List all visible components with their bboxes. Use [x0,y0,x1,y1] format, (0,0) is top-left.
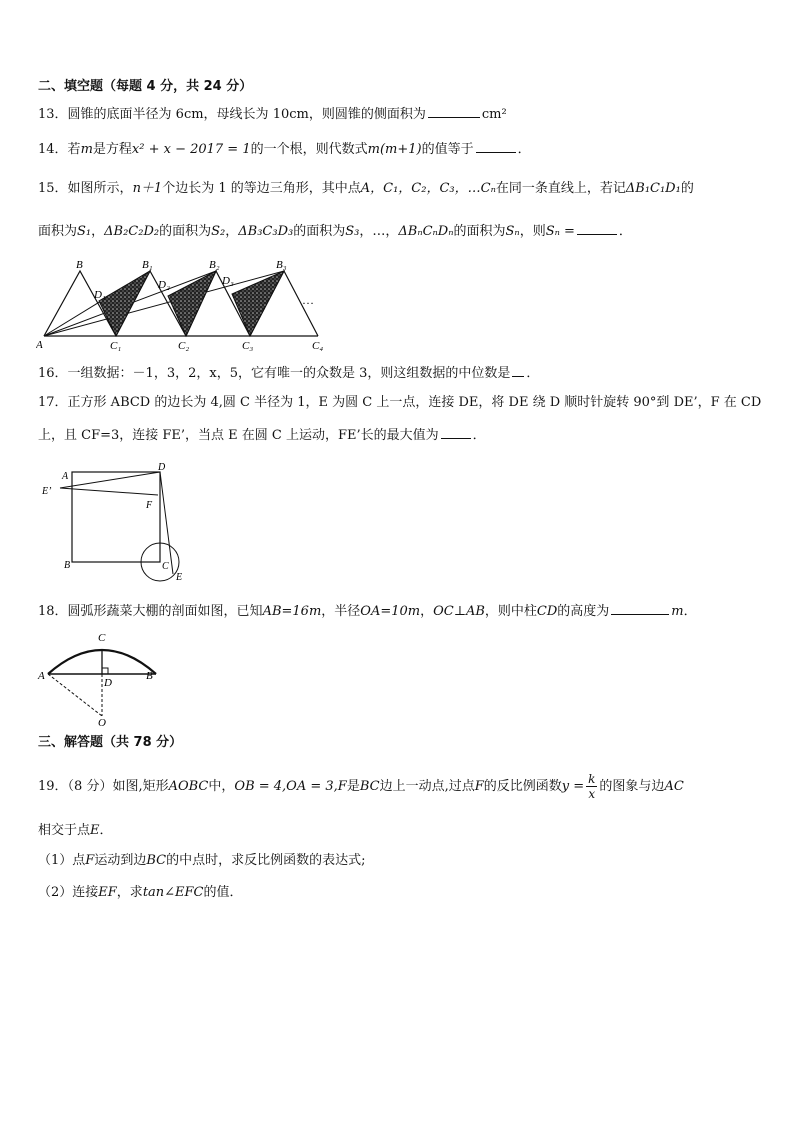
question-15-line-1 [38,180,694,198]
text: 在同一条直线上，若记 [495,181,626,196]
question-text: 上，且 CF=3，连接 FE’，当点 E 在圆 C 上运动，FE’长的最大值为 [38,428,439,443]
text: 相交于点 [38,823,91,838]
text: ． [472,428,486,443]
right-angle-mark [102,668,108,674]
label-c: C [162,561,169,572]
label-b2: B₂ [209,259,220,271]
denominator: x [588,787,596,801]
question-number: 14． [38,142,68,157]
text: ， [91,224,105,239]
question-text: 正方形 ABCD 的边长为 4,圆 C 半径为 1，E 为圆 C 上一点，连接 DE，将 DE 绕 D 顺时针旋转 90°到 DE’，F 在 CD [67,395,762,410]
text: ． [683,604,697,619]
math: ΔB₂C₂D₂ [104,224,160,239]
question-text: 圆锥的底面半径为 6cm，母线长为 10cm，则圆锥的侧面积为 [67,107,426,122]
label-a: A [38,670,45,682]
label-b3: B₃ [276,259,287,271]
question-number: 13． [38,107,68,122]
fraction-k-over-x [586,772,597,801]
math-m: m [80,142,93,157]
text: 的面积为 [293,224,346,239]
text: ，则中柱 [484,604,537,619]
shaded-triangle-3 [232,271,284,336]
text: 的一个根，则代数式 [250,142,368,157]
text: 若 [67,142,81,157]
text: 圆弧形蔬菜大棚的剖面如图，已知 [67,604,263,619]
text: （2）连接 [38,885,99,900]
math: OA=10m [360,604,421,619]
math: tan∠EFC [142,885,204,900]
text: ． [618,224,632,239]
label-c3: C₃ [242,340,254,352]
math: Sₙ = [545,224,575,239]
answer-blank[interactable] [428,105,480,118]
text: ，则 [519,224,546,239]
question-text: 一组数据：－1，3，2，x，5，它有唯一的众数是 3，则这组数据的中位数是 [67,366,511,381]
section-title-solutions: 三、解答题（共 78 分） [38,735,183,750]
math: S₃ [345,224,360,239]
label-a: A [36,339,43,351]
text: 的反比例函数 [483,779,562,794]
unit: cm² [481,107,507,122]
answer-blank[interactable] [512,364,524,377]
question-19-line-1 [38,772,684,801]
math: BC [146,853,167,868]
text: 是方程 [92,142,132,157]
question-17-line-2 [38,426,486,445]
math: AB=16m [262,604,322,619]
text: 个边长为 1 的等边三角形，其中点 [162,181,361,196]
label-b: B [76,259,83,271]
line-d-e1 [60,472,160,488]
math: OB = 4,OA = 3,F [234,779,347,794]
label-f: F [146,500,153,511]
text: 的值等于 [421,142,474,157]
text: 的值． [203,885,243,900]
math: S₁ [77,224,92,239]
question-number: 15． [38,181,68,196]
ellipsis: … [302,293,314,307]
math: EF [98,885,117,900]
line-d-e [160,472,173,574]
question-19-line-2 [38,822,113,840]
text: ． [517,142,531,157]
text: ， [225,224,239,239]
label-b: B [64,560,71,571]
question-16 [38,364,539,383]
text: 面积为 [38,224,78,239]
question-18 [38,602,697,621]
math: A，C₁，C₂，C₃，…Cₙ [360,181,496,196]
unit: m [671,604,684,619]
text: 的高度为 [557,604,610,619]
question-number: 18． [38,604,68,619]
numerator: k [588,772,596,786]
equation: x² + x − 2017 = 1 [131,142,251,157]
answer-blank[interactable] [441,426,471,439]
label-d1: D₁ [94,289,106,301]
label-d2: D₂ [158,279,170,291]
math: E [90,823,100,838]
label-d: D [104,677,112,689]
math: OC⊥AB [433,604,485,619]
expression: m(m+1) [367,142,422,157]
math: BC [359,779,380,794]
text: 的中点时，求反比例函数的表达式; [166,853,366,868]
question-19-sub-1 [38,852,365,870]
math: F [85,853,95,868]
text: 中， [208,779,235,794]
text: 的 [680,181,694,196]
label-b: B [146,670,153,682]
text: 是 [346,779,360,794]
arc-figure [36,628,166,728]
text: 的面积为 [159,224,212,239]
text: ， [420,604,434,619]
label-e: E [176,572,183,583]
label-e-prime: E’ [42,486,52,497]
math: Sₙ [505,224,520,239]
text: ，半径 [321,604,361,619]
question-19-sub-2 [38,884,243,902]
text: 的图象与边 [599,779,665,794]
section-title-fill-in: 二、填空题（每题 4 分，共 24 分） [38,79,253,94]
question-15-line-2 [38,222,632,241]
text: ，求 [116,885,143,900]
question-17-line-1 [38,394,761,412]
math: AOBC [168,779,209,794]
math: CD [536,604,558,619]
text: 如图,矩形 [112,779,169,794]
square-figure [40,462,200,586]
label-b1: B₁ [142,259,153,271]
text: 边上一动点,过点 [379,779,475,794]
answer-blank[interactable] [611,602,669,615]
text: ． [99,823,113,838]
answer-blank[interactable] [476,140,516,153]
text: 运动到边 [94,853,147,868]
answer-blank[interactable] [577,222,617,235]
math: n＋1 [132,181,163,196]
segment-ao [48,674,102,716]
math: S₂ [211,224,226,239]
label-d: D [158,462,166,473]
question-13 [38,105,507,124]
label-d3: D₃ [222,275,234,287]
text: 的面积为 [453,224,506,239]
text: ，…， [359,224,399,239]
question-number: 16． [38,366,68,381]
label-c2: C₂ [178,340,190,352]
label-c: C [98,632,106,644]
points: （8 分） [67,779,113,794]
shaded-triangle-1 [99,271,150,336]
text: 如图所示， [67,181,133,196]
triangles-figure [36,256,336,352]
label-c4: C₄ [312,340,324,352]
text: （1）点 [38,853,86,868]
math: AC [664,779,684,794]
question-number: 19． [38,779,68,794]
label-a: A [62,471,69,482]
question-number: 17． [38,395,68,410]
math: ΔB₃C₃D₃ [238,224,294,239]
text: ． [526,366,540,381]
label-o: O [98,717,106,728]
shaded-triangle-2 [168,271,216,336]
line-e1-f [60,488,158,495]
math: ΔB₁C₁D₁ [625,181,681,196]
math: y = [561,779,585,794]
label-c1: C₁ [110,340,122,352]
question-14 [38,140,531,159]
math: F [474,779,484,794]
math: ΔBₙCₙDₙ [398,224,454,239]
